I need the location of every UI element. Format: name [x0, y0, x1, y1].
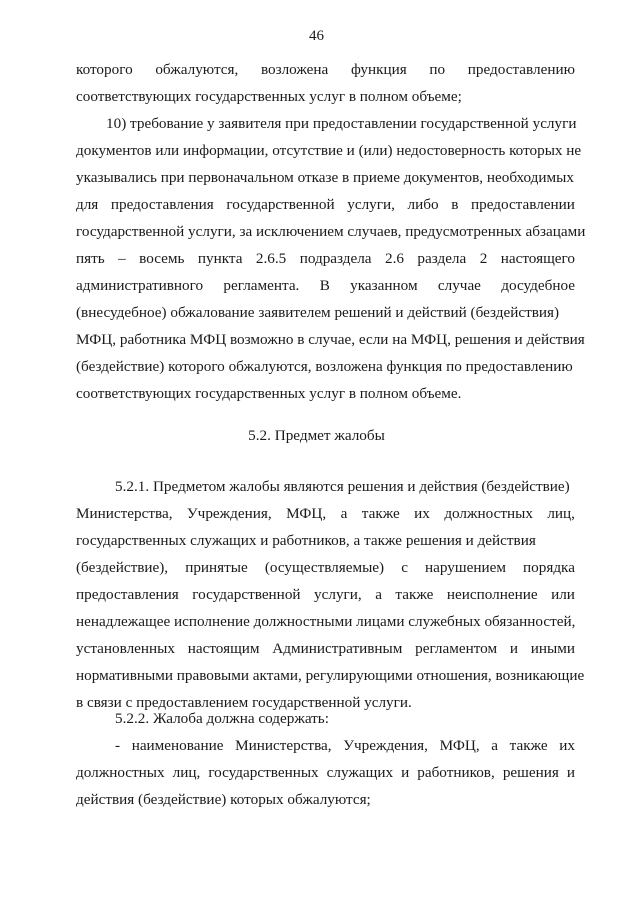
- word: случае: [437, 277, 481, 294]
- text-line: в связи с предоставлением государственной услуги.: [76, 694, 412, 711]
- word: государственной: [192, 586, 301, 603]
- word: услуги,: [314, 586, 362, 603]
- word: Министерства,: [235, 737, 332, 754]
- word: наименование: [131, 737, 224, 754]
- word: государственных: [208, 764, 319, 781]
- word: а: [340, 505, 348, 522]
- word: лиц,: [547, 505, 575, 522]
- word: их: [414, 505, 430, 522]
- text-line: 5.2.1. Предметом жалобы являются решения и действия (бездействие): [115, 478, 570, 495]
- word: работников,: [417, 764, 495, 781]
- text-line: [76, 637, 575, 661]
- text-line: нормативными правовыми актами, регулирующими отношения, возникающие: [76, 667, 585, 684]
- text-line: [76, 274, 575, 298]
- word: услуги,: [347, 196, 395, 213]
- text-line: [76, 247, 575, 271]
- word: В: [319, 277, 330, 294]
- word: –: [118, 250, 126, 267]
- word: регламента.: [223, 277, 300, 294]
- word: либо: [407, 196, 439, 213]
- text-line: МФЦ, работника МФЦ возможно в случае, если на МФЦ, решения и действия: [76, 331, 585, 348]
- word: (осуществляемые): [264, 559, 385, 576]
- word: настоящего: [500, 250, 575, 267]
- word: неисполнение: [446, 586, 538, 603]
- word: для: [76, 196, 99, 213]
- word: обжалуются,: [155, 61, 239, 78]
- word: Министерства,: [76, 505, 173, 522]
- word: Учреждения,: [343, 737, 428, 754]
- word: и: [566, 764, 575, 781]
- word: государственной: [226, 196, 335, 213]
- word: 2: [479, 250, 488, 267]
- text-line: [76, 58, 575, 82]
- word: нарушением: [425, 559, 506, 576]
- word: 2.6.5: [255, 250, 287, 267]
- word: которого: [76, 61, 133, 78]
- word: их: [559, 737, 575, 754]
- word: пять: [76, 250, 105, 267]
- word: предоставления: [76, 586, 179, 603]
- text-line: действия (бездействие) которых обжалуются;: [76, 791, 371, 808]
- word: функция: [350, 61, 407, 78]
- word: пункта: [197, 250, 243, 267]
- word: решения: [502, 764, 559, 781]
- section-heading: 5.2. Предмет жалобы: [248, 427, 385, 444]
- word: Учреждения,: [186, 505, 272, 522]
- word: также: [395, 586, 434, 603]
- word: предоставления: [110, 196, 214, 213]
- word: или: [551, 586, 575, 603]
- word: Административным: [272, 640, 403, 657]
- text-line: соответствующих государственных услуг в полном объеме;: [76, 88, 462, 105]
- word: лиц,: [172, 764, 201, 781]
- word: а: [375, 586, 382, 603]
- text-line: 5.2.2. Жалоба должна содержать:: [115, 710, 329, 727]
- word: МФЦ,: [439, 737, 480, 754]
- word: иными: [530, 640, 575, 657]
- word: порядка: [523, 559, 575, 576]
- word: должностных: [76, 764, 165, 781]
- text-line: государственной услуги, за исключением случаев, предусмотренных абзацами: [76, 223, 586, 240]
- word: также: [361, 505, 400, 522]
- text-line: [76, 502, 575, 526]
- word: возложена: [260, 61, 329, 78]
- word: досудебное: [501, 277, 575, 294]
- word: -: [115, 737, 121, 754]
- word: должностных: [444, 505, 533, 522]
- word: указанном: [350, 277, 418, 294]
- word: 2.6: [384, 250, 404, 267]
- text-line: (внесудебное) обжалование заявителем решений и действий (бездействия): [76, 304, 560, 321]
- text-line: [76, 193, 575, 217]
- word: и: [401, 764, 410, 781]
- text-line: соответствующих государственных услуг в полном объеме.: [76, 385, 462, 402]
- word: с: [401, 559, 408, 576]
- word: предоставлении: [470, 196, 575, 213]
- word: регламентом: [415, 640, 498, 657]
- text-line: [76, 761, 575, 785]
- word: административного: [76, 277, 204, 294]
- page-number: 46: [309, 28, 324, 44]
- text-line: 10) требование у заявителя при предоставлении государственной услуги: [106, 115, 577, 132]
- word: раздела: [417, 250, 467, 267]
- word: также: [509, 737, 548, 754]
- word: и: [509, 640, 518, 657]
- word: восемь: [139, 250, 185, 267]
- text-line: документов или информации, отсутствие и (или) недостоверность которых не: [76, 142, 582, 159]
- word: в: [451, 196, 459, 213]
- text-line: [115, 734, 575, 758]
- word: (бездействие),: [76, 559, 169, 576]
- word: настоящим: [187, 640, 260, 657]
- word: принятые: [185, 559, 248, 576]
- text-line: [76, 556, 575, 580]
- text-line: указывались при первоначальном отказе в приеме документов, необходимых: [76, 169, 574, 186]
- word: по: [429, 61, 446, 78]
- word: предоставлению: [467, 61, 575, 78]
- word: служащих: [326, 764, 394, 781]
- text-line: ненадлежащее исполнение должностными лицами служебных обязанностей,: [76, 613, 576, 630]
- text-line: (бездействие) которого обжалуются, возложена функция по предоставлению: [76, 358, 573, 375]
- word: подраздела: [299, 250, 372, 267]
- word: а: [491, 737, 499, 754]
- text-line: [76, 583, 575, 607]
- word: установленных: [76, 640, 175, 657]
- text-line: государственных служащих и работников, а также решения и действия: [76, 532, 536, 549]
- word: МФЦ,: [286, 505, 327, 522]
